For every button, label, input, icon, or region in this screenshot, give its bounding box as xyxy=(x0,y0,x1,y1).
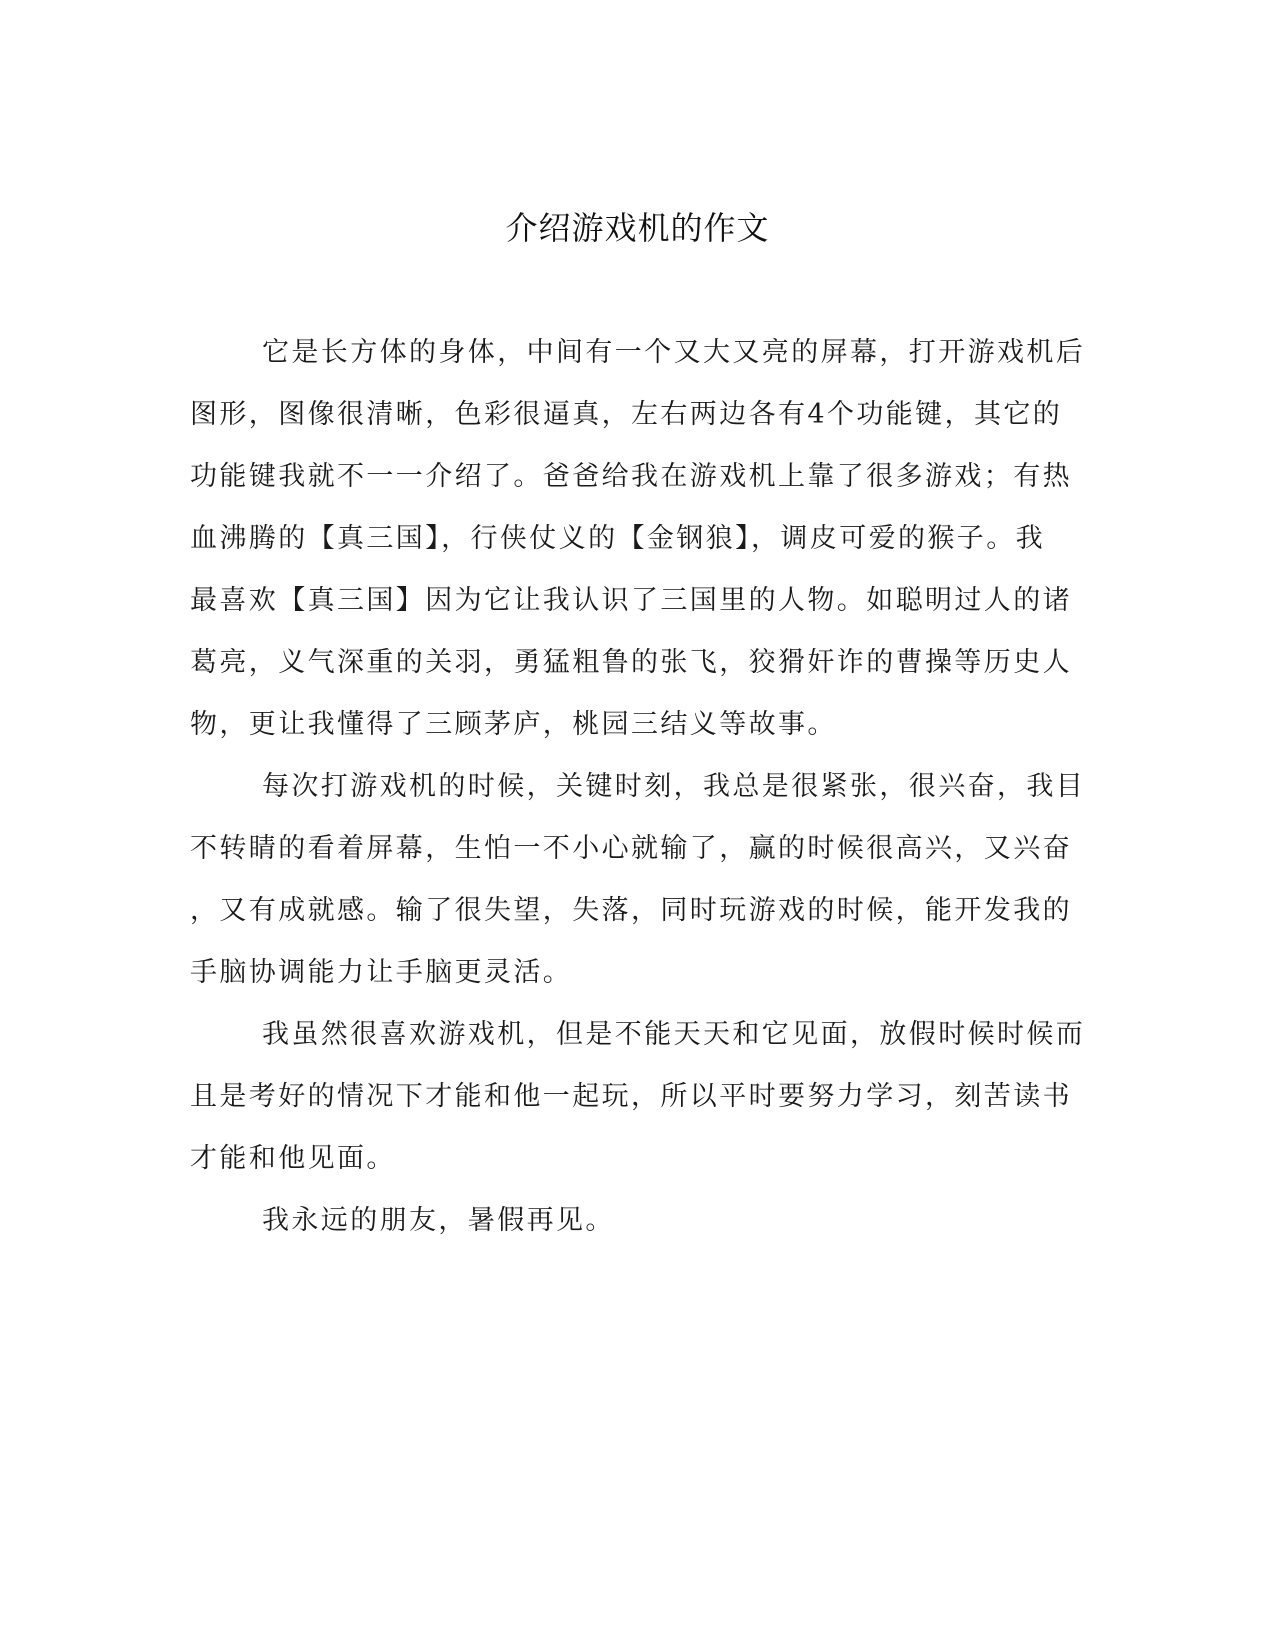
document-body xyxy=(190,322,1086,1252)
paragraph-3-line-1: 我虽然很喜欢游戏机，但是不能天天和它见面，放假时候时候而 xyxy=(262,1019,1086,1050)
paragraph-1-line-5: 最喜欢【真三国】因为它让我认识了三国里的人物。如聪明过人的诸 xyxy=(190,585,1072,616)
paragraph-3-line-3: 才能和他见面。 xyxy=(190,1143,396,1174)
paragraph-1-line-7: 物，更让我懂得了三顾茅庐，桃园三结义等故事。 xyxy=(190,709,837,740)
paragraph-2-line-2: 不转睛的看着屏幕，生怕一不小心就输了，赢的时候很高兴，又兴奋 xyxy=(190,833,1072,864)
paragraph-1-line-2: 图形，图像很清晰，色彩很逼真，左右两边各有4个功能键，其它的 xyxy=(190,399,1063,430)
paragraph-3-line-2: 且是考好的情况下才能和他一起玩，所以平时要努力学习，刻苦读书 xyxy=(190,1081,1072,1112)
paragraph-1-line-6: 葛亮，义气深重的关羽，勇猛粗鲁的张飞，狡猾奸诈的曹操等历史人 xyxy=(190,647,1072,678)
paragraph-2-line-1: 每次打游戏机的时候，关键时刻，我总是很紧张，很兴奋，我目 xyxy=(262,771,1086,802)
paragraph-1-line-3: 功能键我就不一一介绍了。爸爸给我在游戏机上靠了很多游戏；有热 xyxy=(190,461,1072,492)
paragraph-2-line-3: ，又有成就感。输了很失望，失落，同时玩游戏的时候，能开发我的 xyxy=(190,895,1072,926)
document-title: 介绍游戏机的作文 xyxy=(505,209,770,247)
paragraph-1-line-4: 血沸腾的【真三国】，行侠仗义的【金钢狼】，调皮可爱的猴子。我 xyxy=(190,523,1045,554)
paragraph-4-line-1: 我永远的朋友，暑假再见。 xyxy=(262,1205,615,1236)
paragraph-1-line-1: 它是长方体的身体，中间有一个又大又亮的屏幕，打开游戏机后 xyxy=(262,337,1086,368)
paragraph-2-line-4: 手脑协调能力让手脑更灵活。 xyxy=(190,957,573,988)
